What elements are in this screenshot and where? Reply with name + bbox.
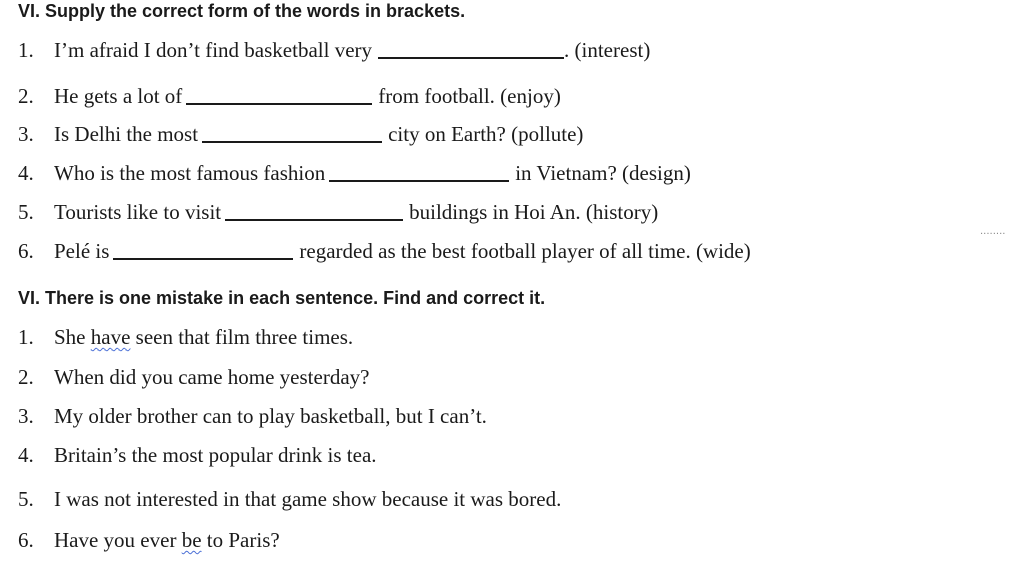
item-text-after: from football. (enjoy) (378, 84, 561, 108)
exercise1-item-6 (18, 237, 751, 265)
item-text: I was not interested in that game show because it was bored. (54, 487, 562, 511)
exercise1-item-2 (18, 82, 561, 110)
exercise2-item-5 (18, 485, 561, 513)
item-text-after: city on Earth? (pollute) (388, 122, 584, 146)
item-text-after: buildings in Hoi An. (history) (409, 200, 659, 224)
item-text-before: Is Delhi the most (54, 122, 199, 146)
item-text-after: in Vietnam? (design) (515, 161, 691, 185)
item-number: 5. (18, 200, 34, 224)
item-number: 3. (18, 122, 34, 146)
answer-blank[interactable] (225, 219, 403, 221)
item-number: 5. (18, 487, 34, 511)
item-text-before: Pelé is (54, 239, 110, 263)
item-text: My older brother can to play basketball, but I can’t. (54, 404, 487, 428)
answer-blank[interactable] (202, 141, 382, 143)
item-text: When did you came home yesterday? (54, 365, 370, 389)
item-number: 2. (18, 84, 34, 108)
item-number: 6. (18, 239, 34, 263)
exercise1-item-3 (18, 120, 583, 148)
item-text-before: Tourists like to visit (54, 200, 222, 224)
exercise1-item-1 (18, 36, 650, 64)
item-text-after: seen that film three times. (130, 325, 354, 349)
item-number: 4. (18, 161, 34, 185)
exercise1-item-5 (18, 198, 658, 226)
section1-heading: VI. Supply the correct form of the words in brackets. (18, 1, 466, 21)
section2-heading: VI. There is one mistake in each sentence. Find and correct it. (18, 288, 546, 308)
exercise2-item-3 (18, 402, 487, 430)
item-number: 3. (18, 404, 34, 428)
exercise2-item-6 (18, 526, 280, 554)
item-text-before: She (54, 325, 91, 349)
item-text-before: I’m afraid I don’t find basketball very (54, 38, 373, 62)
answer-blank[interactable] (378, 57, 564, 59)
item-text-after: to Paris? (201, 528, 280, 552)
item-text-before: Have you ever (54, 528, 182, 552)
margin-dots: ........ (980, 226, 1006, 237)
answer-blank[interactable] (186, 103, 372, 105)
answer-blank[interactable] (113, 258, 293, 260)
item-text-before: Who is the most famous fashion (54, 161, 326, 185)
item-number: 1. (18, 38, 34, 62)
item-text-after: regarded as the best football player of all time. (wide) (299, 239, 751, 263)
exercise2-item-4 (18, 441, 377, 469)
item-number: 4. (18, 443, 34, 467)
item-text-before: He gets a lot of (54, 84, 183, 108)
item-text-after: . (interest) (564, 38, 651, 62)
flagged-word: have (90, 325, 131, 349)
exercise2-item-1 (18, 323, 353, 351)
exercise1-item-4 (18, 159, 691, 187)
item-text: Britain’s the most popular drink is tea. (54, 443, 377, 467)
answer-blank[interactable] (329, 180, 509, 182)
item-number: 2. (18, 365, 34, 389)
exercise2-item-2 (18, 363, 369, 391)
item-number: 1. (18, 325, 34, 349)
flagged-word: be (181, 528, 202, 552)
item-number: 6. (18, 528, 34, 552)
